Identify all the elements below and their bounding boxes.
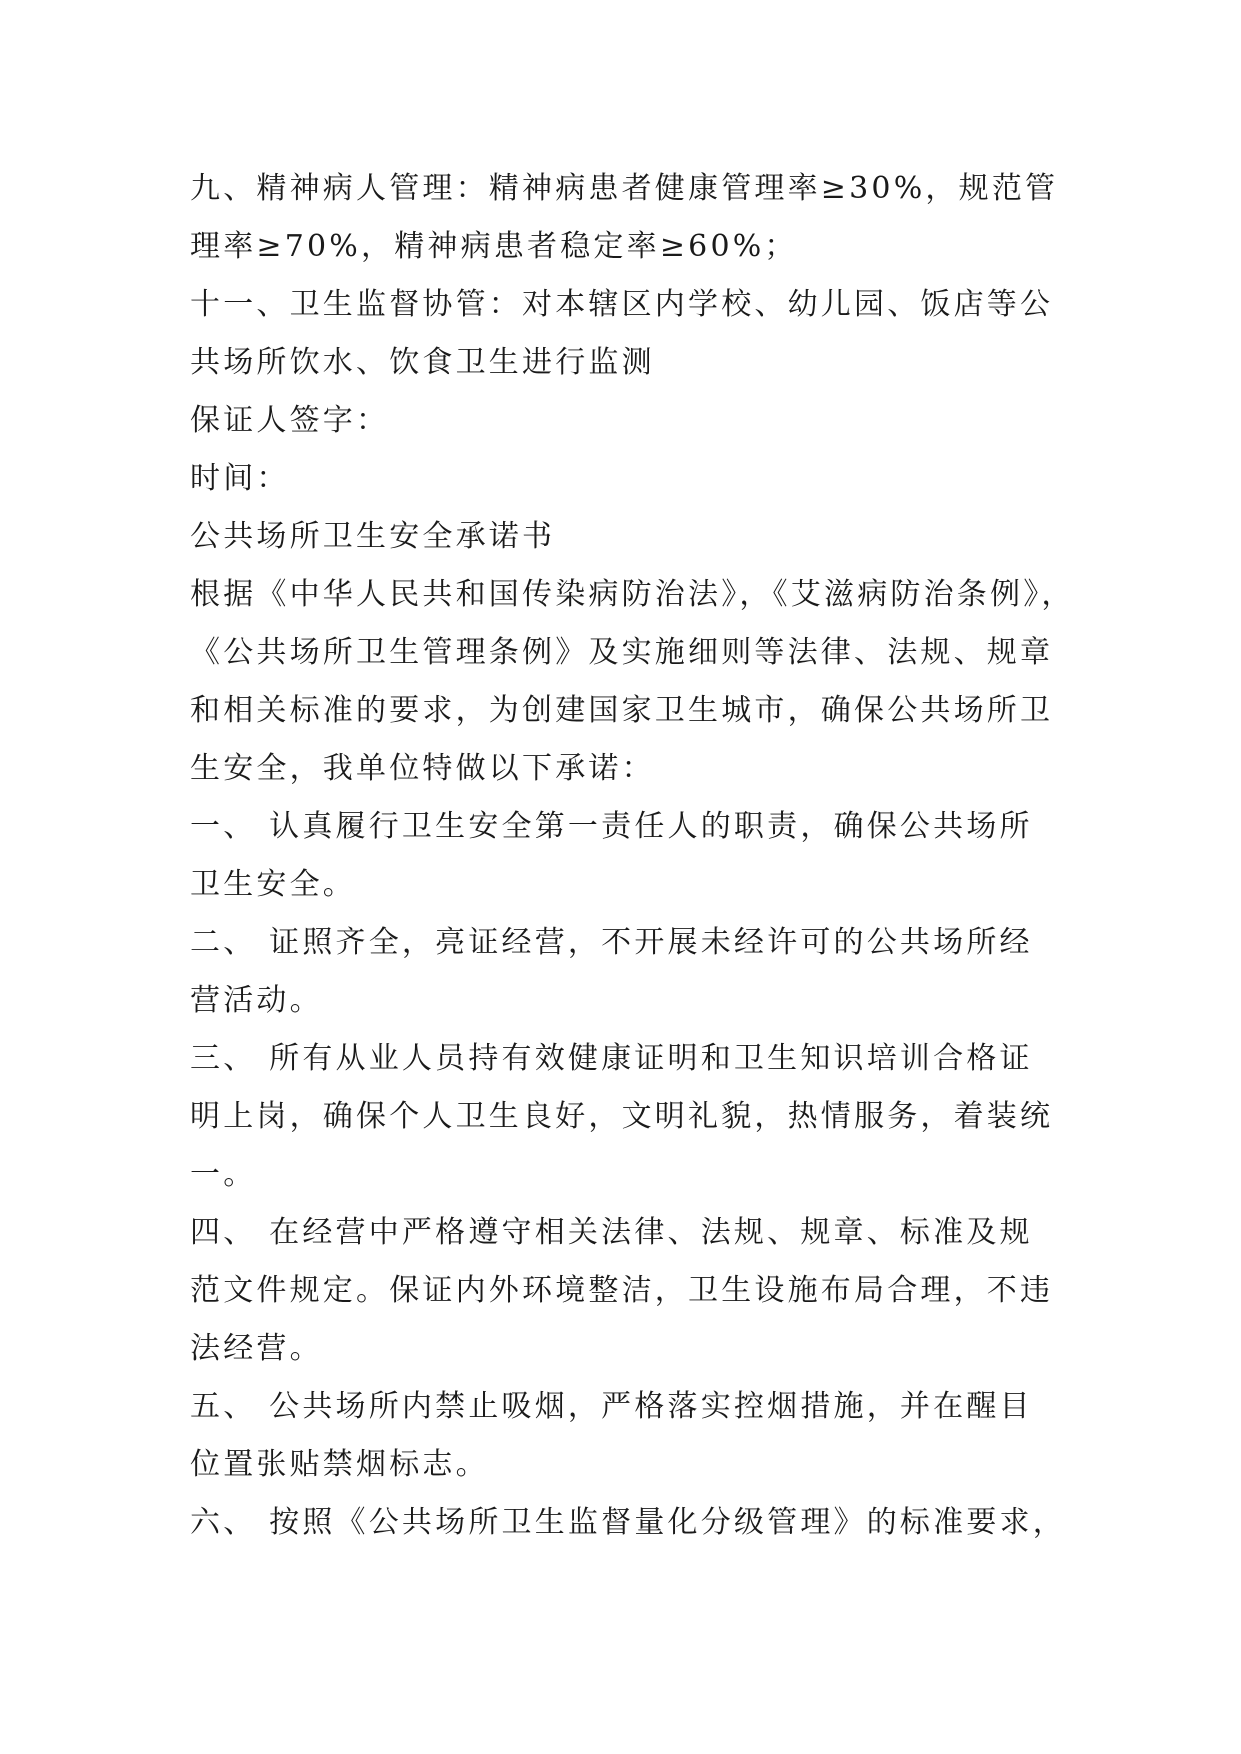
text-line: 四、 在经营中严格遵守相关法律、法规、规章、标准及规 <box>190 1215 1033 1250</box>
text-line: 二、 证照齐全，亮证经营，不开展未经许可的公共场所经 <box>190 925 1033 960</box>
text-line: 和相关标准的要求，为创建国家卫生城市，确保公共场所卫 <box>190 693 1054 728</box>
text-line: 九、精神病人管理：精神病患者健康管理率≥30%，规范管 <box>190 171 1059 206</box>
text-line: 一。 <box>190 1157 257 1192</box>
text-line: 生安全，我单位特做以下承诺： <box>190 751 655 786</box>
text-line: 五、 公共场所内禁止吸烟，严格落实控烟措施，并在醒目 <box>190 1389 1033 1424</box>
text-line: 《公共场所卫生管理条例》及实施细则等法律、法规、规章 <box>190 635 1054 670</box>
text-line: 十一、卫生监督协管：对本辖区内学校、幼儿园、饭店等公 <box>190 287 1054 322</box>
text-line: 营活动。 <box>190 983 323 1018</box>
text-line: 范文件规定。保证内外环境整洁，卫生设施布局合理，不违 <box>190 1273 1054 1308</box>
signature-label: 保证人签字： <box>190 403 390 438</box>
document-title: 公共场所卫生安全承诺书 <box>190 519 556 554</box>
text-line: 法经营。 <box>190 1331 323 1366</box>
text-line: 位置张贴禁烟标志。 <box>190 1447 489 1482</box>
text-line: 卫生安全。 <box>190 867 356 902</box>
document-body <box>190 160 1075 1552</box>
date-label: 时间： <box>190 461 290 496</box>
text-line: 共场所饮水、饮食卫生进行监测 <box>190 345 655 380</box>
text-line: 一、 认真履行卫生安全第一责任人的职责，确保公共场所 <box>190 809 1033 844</box>
text-line: 三、 所有从业人员持有效健康证明和卫生知识培训合格证 <box>190 1041 1033 1076</box>
text-line: 六、 按照《公共场所卫生监督量化分级管理》的标准要求， <box>190 1505 1066 1540</box>
text-line: 明上岗，确保个人卫生良好，文明礼貌，热情服务，着装统 <box>190 1099 1054 1134</box>
text-line: 理率≥70%，精神病患者稳定率≥60%； <box>190 229 798 264</box>
text-line: 根据《中华人民共和国传染病防治法》，《艾滋病防治条例》， <box>190 577 1075 612</box>
